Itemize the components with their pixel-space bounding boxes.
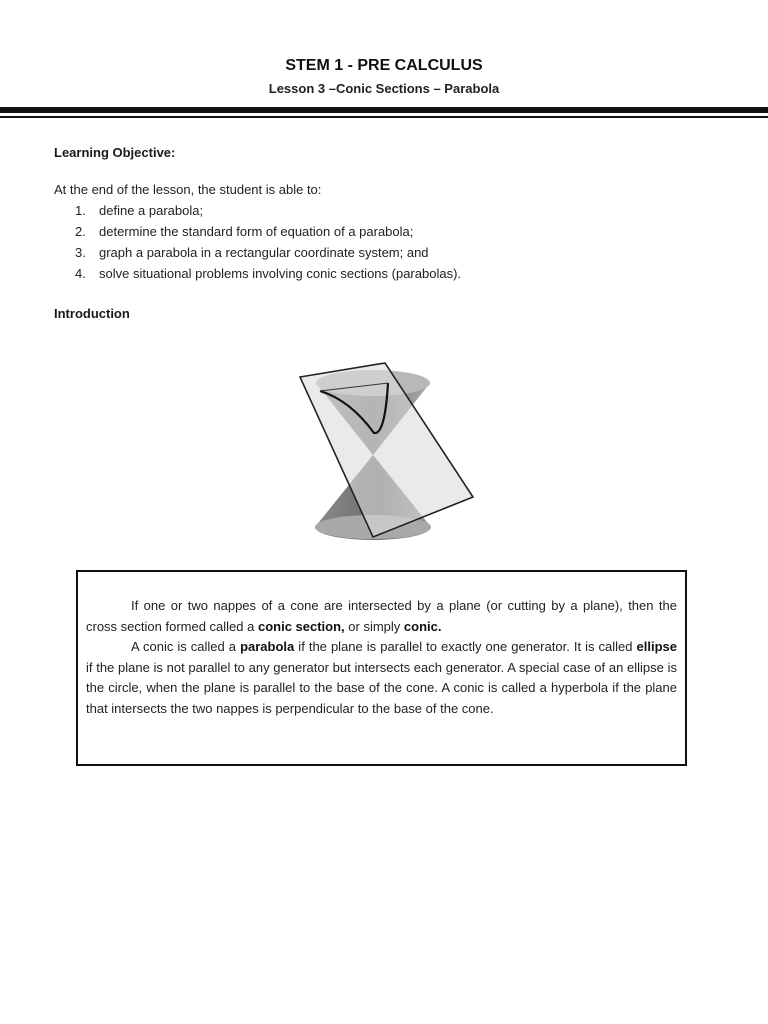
text-span: or simply — [344, 618, 404, 634]
objective-list — [54, 202, 461, 286]
conic-section-figure — [290, 355, 480, 545]
list-item — [54, 244, 461, 265]
text-span: If one or two nappes of a cone are intersected by a plane (or cutting by a plane), then the cross section formed called a — [86, 598, 677, 634]
page-header — [0, 56, 768, 97]
list-item — [54, 223, 461, 244]
list-item-text: solve situational problems involving conic sections (parabolas). — [99, 266, 462, 281]
page-subtitle: Lesson 3 –Conic Sections – Parabola — [268, 81, 500, 96]
header-divider-thick — [0, 107, 768, 113]
list-item-number: 2. — [75, 224, 86, 239]
definition-box — [76, 570, 687, 766]
list-item-number: 3. — [75, 245, 86, 260]
list-item — [54, 265, 461, 286]
term-ellipse: ellipse — [636, 639, 678, 654]
term-parabola: parabola — [240, 639, 295, 654]
list-item-number: 4. — [75, 266, 86, 281]
list-item-text: graph a parabola in a rectangular coordinate system; and — [99, 245, 429, 260]
list-item-number: 1. — [75, 203, 86, 218]
list-item-text: determine the standard form of equation of a parabola; — [99, 224, 414, 239]
introduction-heading: Introduction — [54, 306, 130, 321]
objectives-intro: At the end of the lesson, the student is able to: — [54, 182, 322, 197]
page-title: STEM 1 - PRE CALCULUS — [285, 57, 483, 74]
list-item — [54, 202, 461, 223]
term-conic-section: conic section, — [257, 618, 345, 634]
text-span: if the plane is not parallel to any generator but intersects each generator. A special case of an ellipse is the circle, when the plane is parallel to the base of the cone. A conic is called a hyperbola if the plane that intersects the two nappes is perpendicular to the base of the cone. — [86, 659, 677, 716]
list-item-text: define a parabola; — [99, 203, 204, 218]
definition-paragraph-2 — [86, 637, 677, 719]
cutting-plane — [300, 363, 473, 537]
definition-paragraph-1 — [86, 596, 677, 637]
text-span: A conic is called a — [131, 639, 241, 654]
text-span: if the plane is parallel to exactly one generator. It is called — [294, 639, 637, 654]
learning-objective-heading: Learning Objective: — [54, 145, 176, 160]
term-conic: conic. — [403, 618, 442, 634]
header-divider-thin — [0, 116, 768, 118]
